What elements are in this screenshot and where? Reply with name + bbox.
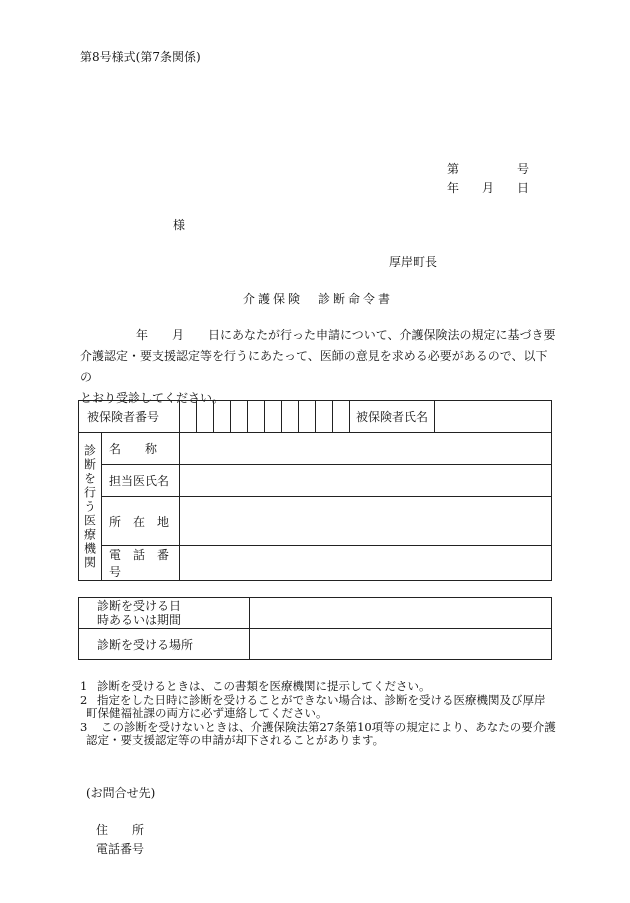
insured-number-cell[interactable]	[299, 401, 316, 433]
note-item	[80, 680, 558, 694]
notes	[80, 680, 558, 748]
form-number: 第8号様式(第7条関係)	[80, 50, 201, 64]
diagnosis-place-field[interactable]	[250, 629, 552, 660]
note-text: 診断を受けるときは、この書類を医療機関に提示してください。	[96, 679, 431, 693]
institution-address-label: 所 在 地	[102, 497, 180, 546]
insured-number-cell[interactable]	[316, 401, 333, 433]
body-line-1-rest: 日にあなたが行った申請について、介護保険法の規定に基づき要	[208, 328, 556, 342]
date-year: 年	[447, 181, 460, 195]
body-line-1	[80, 325, 558, 346]
diagnosis-date-field[interactable]	[250, 598, 552, 629]
note-number: 3	[80, 719, 88, 734]
note-text-continued: 認定・要支援認定等の申請が却下されることがあります。	[86, 733, 385, 747]
page-title: 介護保険 診断命令書	[243, 292, 394, 306]
insured-number-cell[interactable]	[214, 401, 231, 433]
note-text-continued: 町保健福祉課の両方に必ず連絡してください。	[86, 706, 328, 720]
diagnosis-date-label-line-2: 時あるいは期間	[97, 613, 182, 627]
body-month: 月	[172, 328, 185, 342]
insured-number-cell[interactable]	[333, 401, 350, 433]
note-text: 指定をした日時に診断を受けることができない場合は、診断を受ける医療機関及び厚岸	[96, 692, 546, 707]
body-line-2: 介護認定・要支援認定等を行うにあたって、医師の意見を求める必要があるので、以下の	[80, 349, 548, 384]
insured-number-cell[interactable]	[197, 401, 214, 433]
body-year: 年	[136, 328, 149, 342]
issuer: 厚岸町長	[389, 255, 438, 269]
institution-phone-field[interactable]	[180, 546, 552, 581]
insured-number-cell[interactable]	[248, 401, 265, 433]
insured-number-cell[interactable]	[231, 401, 248, 433]
date-day: 日	[517, 181, 530, 195]
doctor-name-label: 担当医氏名	[102, 465, 180, 497]
doc-number-dai: 第	[447, 162, 460, 176]
institution-label: 診断を行う医療機関	[82, 443, 97, 570]
note-item	[80, 694, 558, 708]
note-number: 1	[80, 679, 88, 693]
institution-label-cell	[79, 433, 102, 581]
body-line-3: とおり受診してください。	[80, 391, 225, 405]
insured-number-cell[interactable]	[282, 401, 299, 433]
doctor-name-field[interactable]	[180, 465, 552, 497]
diagnosis-schedule-table	[78, 597, 552, 660]
institution-name-label: 名 称	[102, 433, 180, 465]
note-item	[80, 721, 558, 735]
note-number: 2	[80, 692, 88, 707]
institution-phone-label: 電 話 番 号	[102, 546, 180, 581]
insured-number-label: 被保険者番号	[79, 401, 180, 433]
body-paragraph	[80, 325, 558, 409]
date-month: 月	[482, 181, 495, 195]
recipient-suffix: 様	[173, 218, 186, 232]
institution-name-field[interactable]	[180, 433, 552, 465]
insured-name-field[interactable]	[435, 401, 552, 433]
diagnosis-date-label	[79, 598, 250, 629]
institution-table	[78, 400, 552, 581]
diagnosis-place-label: 診断を受ける場所	[79, 629, 250, 660]
contact-heading: (お問合せ先)	[86, 786, 156, 800]
insured-number-cell[interactable]	[265, 401, 282, 433]
doc-number-go: 号	[517, 162, 530, 176]
insured-name-label: 被保険者氏名	[350, 401, 435, 433]
contact-phone-label: 電話番号	[96, 842, 145, 856]
insured-number-cell[interactable]	[180, 401, 197, 433]
institution-address-field[interactable]	[180, 497, 552, 546]
note-text: この診断を受けないときは、介護保険法第27条第10項等の規定により、あなたの要介護	[100, 719, 556, 734]
contact-address-label: 住 所	[96, 823, 145, 837]
diagnosis-date-label-line-1: 診断を受ける日	[97, 599, 182, 613]
